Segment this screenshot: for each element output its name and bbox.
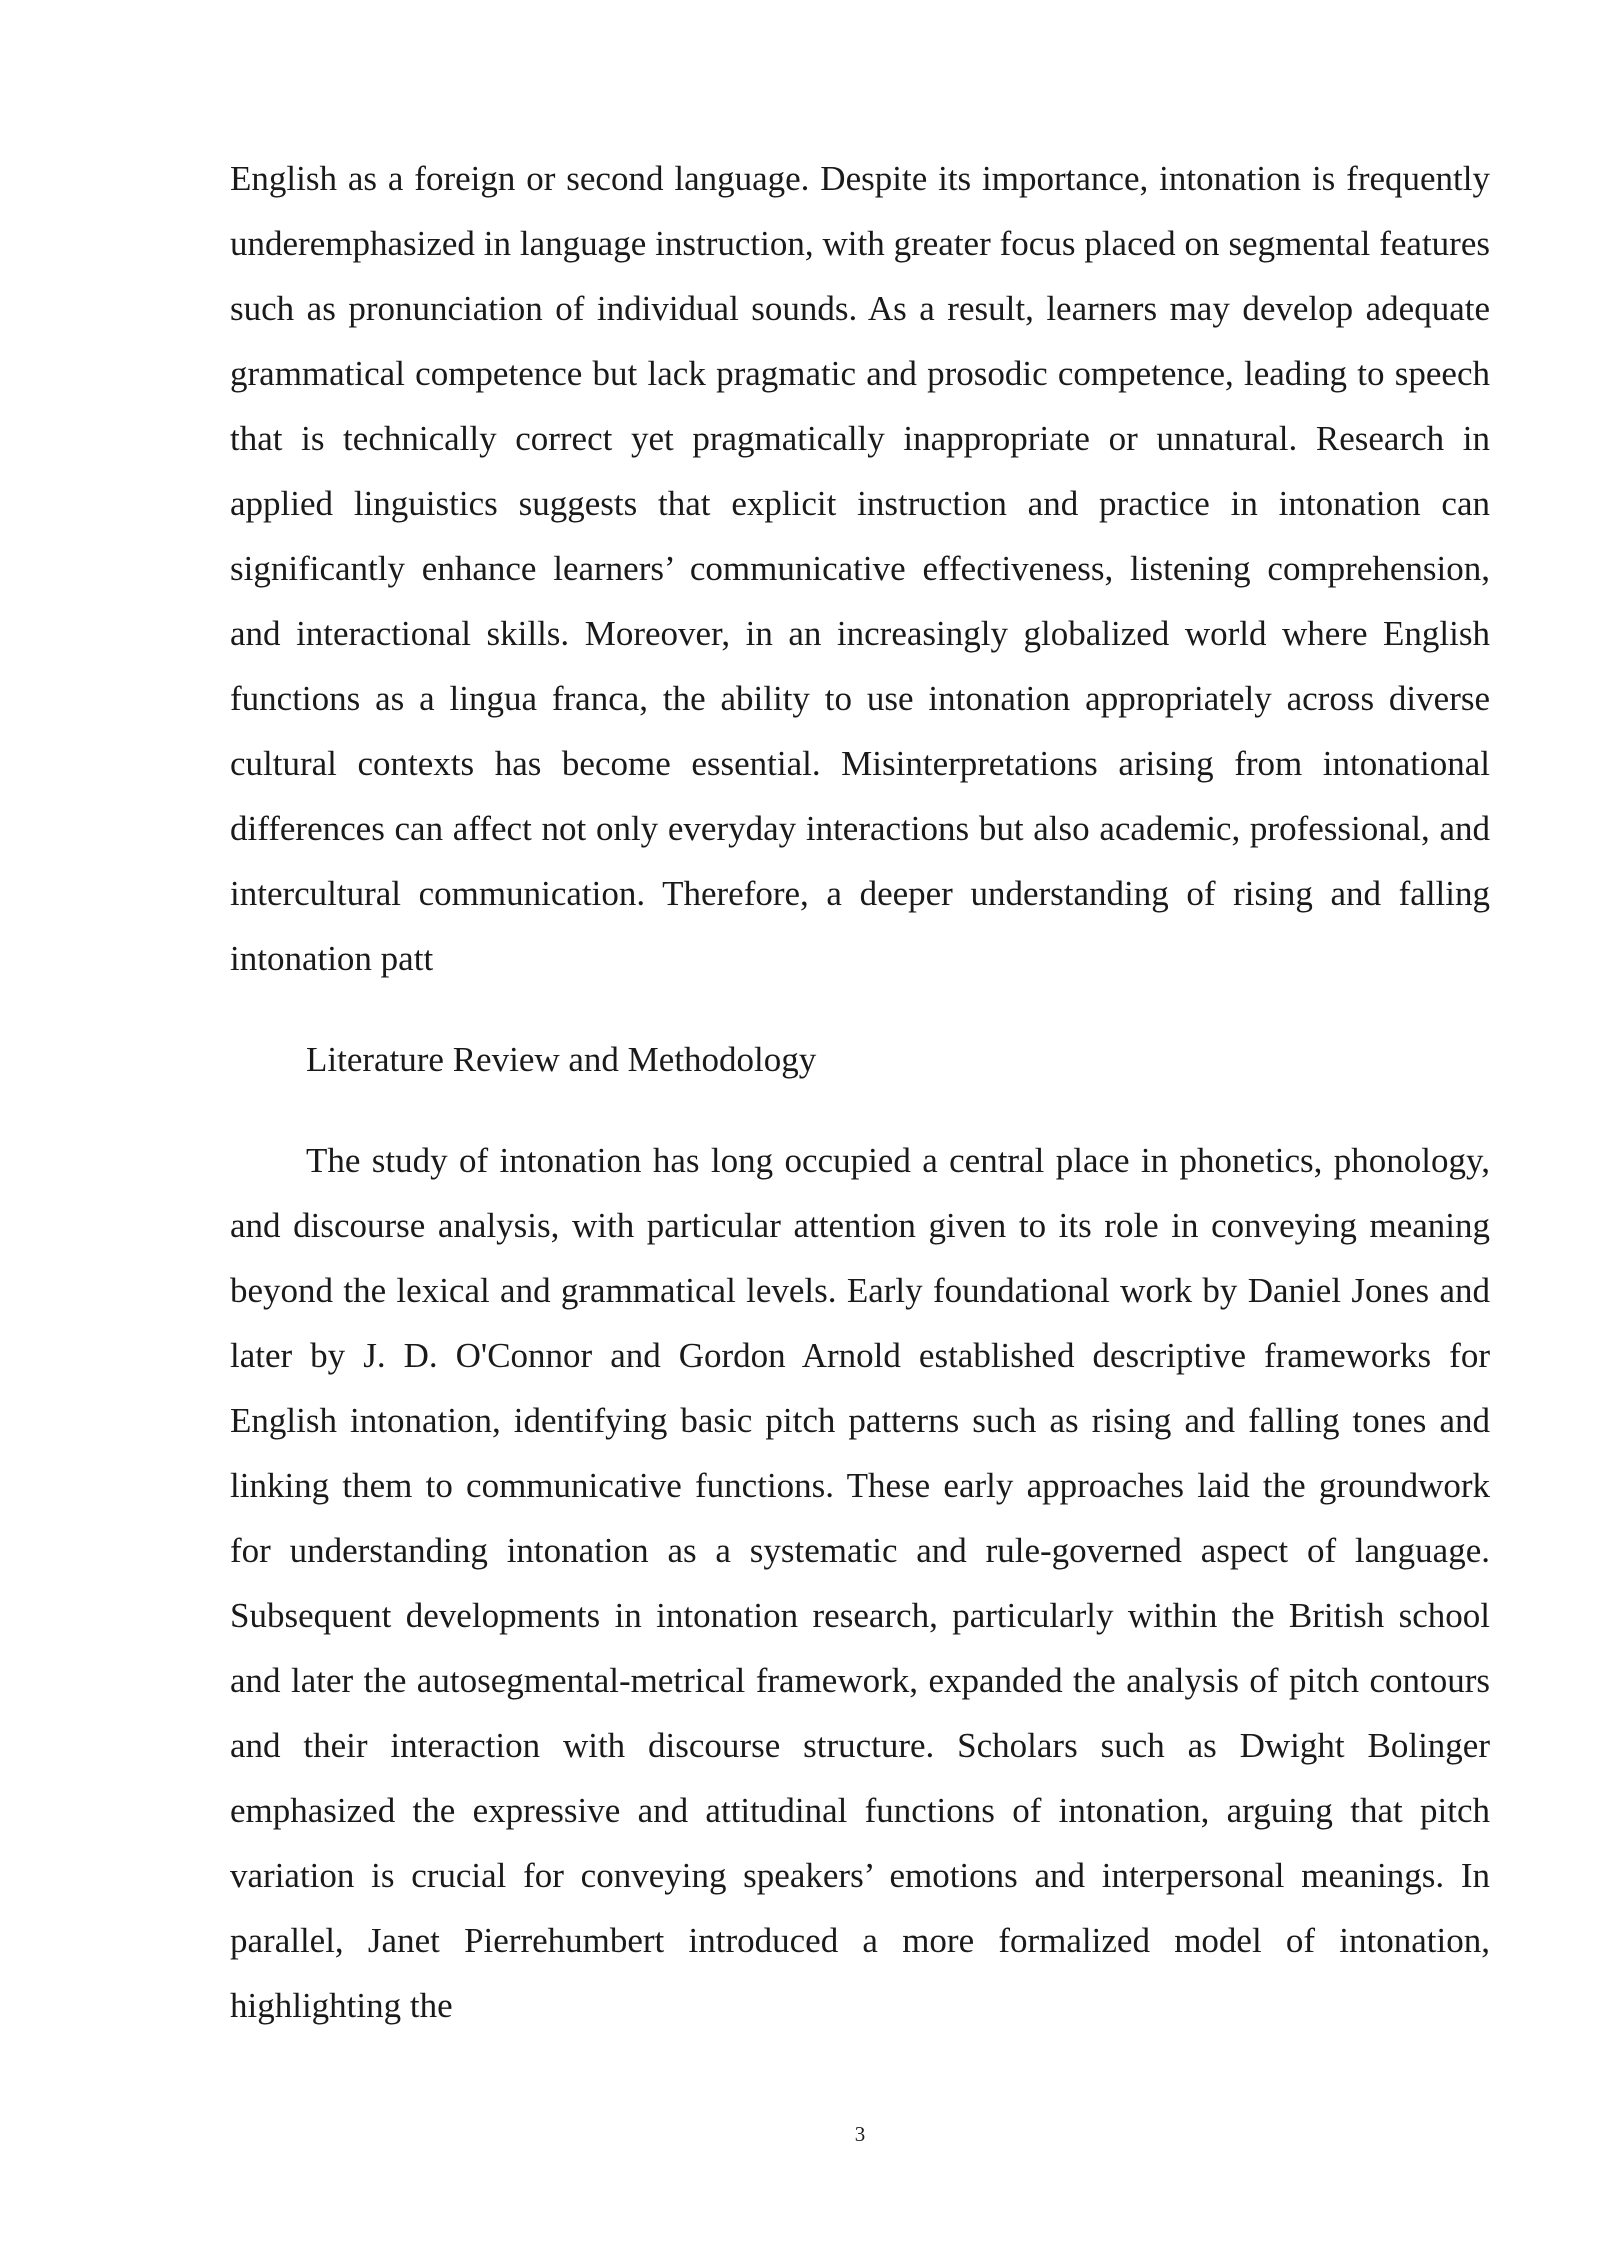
section-heading: Literature Review and Methodology [306, 1040, 817, 1079]
intro-paragraph: English as a foreign or second language. Despite its importance, intonation is frequently underemphasized in language instruction, with greater focus placed on segmental features such as pronunciation of individual sounds. As a result, learners may develop adequate grammatical competence but lack pragmatic and prosodic competence, leading to speech that is technically correct yet pragmatically inappropriate or unnatural. Research in applied linguistics suggests that explicit instruction and practice in intonation can significantly enhance learners’ communicative effectiveness, listening comprehension, and interactional skills. Moreover, in an increasingly globalized world where English functions as a lingua franca, the ability to use intonation appropriately across diverse cultural contexts has become essential. Misinterpretations arising from intonational differences can affect not only everyday interactions but also academic, professional, and intercultural communication. Therefore, a deeper understanding of rising and falling intonation patt [230, 159, 1490, 978]
page-number: 3 [854, 2122, 866, 2146]
document-page [230, 146, 1490, 2038]
body-paragraph: The study of intonation has long occupied a central place in phonetics, phonology, and discourse analysis, with particular attention given to its role in conveying meaning beyond the lexical and grammatical levels. Early foundational work by Daniel Jones and later by J. D. O'Connor and Gordon Arnold established descriptive frameworks for English intonation, identifying basic pitch patterns such as rising and falling tones and linking them to communicative functions. These early approaches laid the groundwork for understanding intonation as a systematic and rule-governed aspect of language. Subsequent developments in intonation research, particularly within the British school and later the autosegmental-metrical framework, expanded the analysis of pitch contours and their interaction with discourse structure. Scholars such as Dwight Bolinger emphasized the expressive and attitudinal functions of intonation, arguing that pitch variation is crucial for conveying speakers’ emotions and interpersonal meanings. In parallel, Janet Pierrehumbert introduced a more formalized model of intonation, highlighting the [230, 1141, 1490, 2025]
